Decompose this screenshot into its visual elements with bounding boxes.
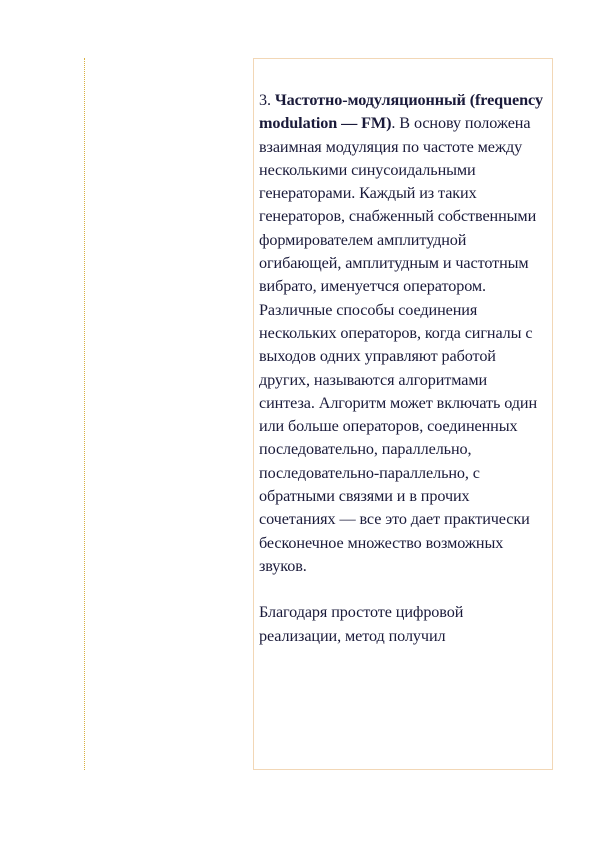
- paragraph-fm-synthesis: [259, 89, 546, 578]
- paragraph-body: . В основу положена взаимная модуляция по частоте между несколькими синусоидальными генераторами. Каждый из таких генераторов, снабженный собственными формирователем амплитудной огибающей, амплитудным и частотным вибрато, именуетчся оператором. Различные способы соединения нескольких операторов, когда сигналы с выходов одних управляют работой других, называются алгоритмами синтеза. Алгоритм может включать один или больше операторов, соединенных последовательно, параллельно, последовательно-параллельно, с обратными связями и в прочих сочетаниях — все это дает практически бесконечное множество возможных звуков.: [259, 114, 538, 575]
- margin-dotted-rule: [84, 58, 85, 770]
- term-heading: Частотно-модуляционный (frequency modulation — FM): [259, 91, 544, 133]
- text-frame: [253, 58, 553, 770]
- paragraph-digital-implementation: Благодаря простоте цифровой реализации, метод получил: [259, 603, 464, 645]
- section-number: 3.: [259, 91, 271, 109]
